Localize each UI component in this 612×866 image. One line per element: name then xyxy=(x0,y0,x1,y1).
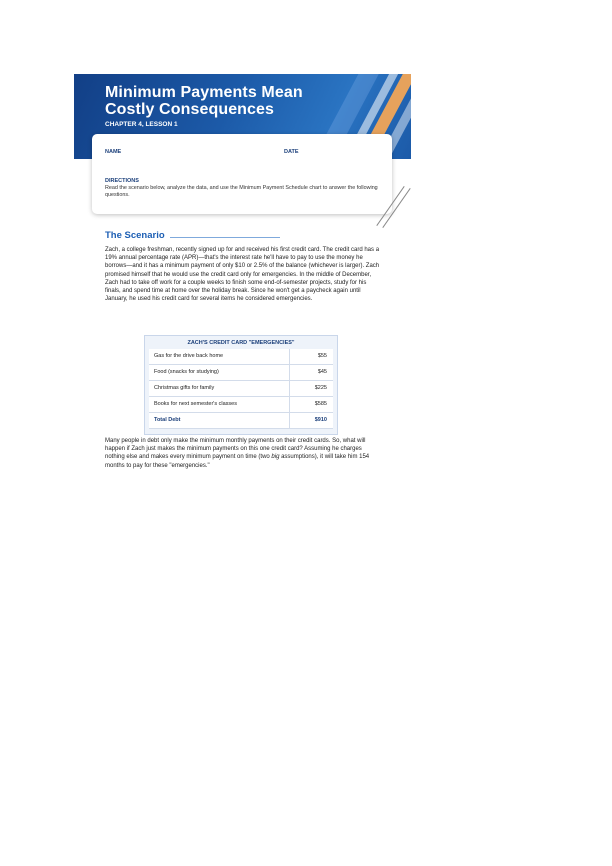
row-amount: $55 xyxy=(317,353,327,359)
scenario-paragraph: Zach, a college freshman, recently signed up for and received his first credit card. The credit card has a 19% annual percentage rate (APR)—that's the interest rate he'll have to pay to use the money he borrows—and it has a minimum payment of only $10 or 2.5% of the balance (whichever is larger). Zach promised himself that he would use the credit card only for emergencies. In the middle of December, Zach had to take off work for a couple weeks to finish some end-of-semester projects, study for his finals, and spend time at home over the holiday break. Since he won't get a paycheck again until January, he used his credit card for several items he considered emergencies. xyxy=(105,247,380,303)
scenario-heading: The Scenario xyxy=(105,230,165,241)
table-row xyxy=(149,397,333,413)
row-item: Books for next semester's classes xyxy=(154,401,237,407)
row-amount: $225 xyxy=(314,385,327,391)
row-amount: $585 xyxy=(314,401,327,407)
column-divider xyxy=(289,397,290,412)
row-item: Food (snacks for studying) xyxy=(154,369,219,375)
emergencies-table xyxy=(144,335,338,435)
row-amount: $45 xyxy=(317,369,327,375)
table-title: ZACH'S CREDIT CARD "EMERGENCIES" xyxy=(187,340,295,346)
closing-paragraph xyxy=(105,437,381,470)
row-item: Gas for the drive back home xyxy=(154,353,224,359)
table-row xyxy=(149,349,333,365)
name-field[interactable]: NAME xyxy=(105,149,122,155)
table-row xyxy=(149,365,333,381)
table-row xyxy=(149,381,333,397)
chapter-label: CHAPTER 4, LESSON 1 xyxy=(105,121,178,128)
page-title xyxy=(105,84,303,118)
directions-label: DIRECTIONS xyxy=(105,178,139,184)
title-line-2: Costly Consequences xyxy=(105,101,275,118)
directions-text: Read the scenario below, analyze the data, and use the Minimum Payment Schedule chart to answer the following questions. xyxy=(105,185,378,198)
column-divider xyxy=(289,365,290,380)
column-divider xyxy=(289,413,290,428)
column-divider xyxy=(289,349,290,364)
total-amount: $910 xyxy=(314,417,327,423)
row-item: Christmas gifts for family xyxy=(154,385,215,391)
total-label: Total Debt xyxy=(154,417,181,423)
form-card xyxy=(92,134,392,214)
table-total-row xyxy=(149,413,333,429)
date-field[interactable]: DATE xyxy=(284,149,299,155)
closing-emphasis: big xyxy=(271,454,280,461)
closing-text-part-2: assumptions), it will take him 154 months to pay for these "emergencies." xyxy=(105,454,370,469)
column-divider xyxy=(289,381,290,396)
closing-text-part-1: Many people in debt only make the minimum monthly payments on their credit cards. So, what will happen if Zach just makes the minimum payments on this one credit card? Assuming he charges nothing else and makes every minimum payment on time (two xyxy=(105,438,366,461)
title-line-1: Minimum Payments Mean xyxy=(105,84,303,101)
heading-rule xyxy=(170,237,280,238)
